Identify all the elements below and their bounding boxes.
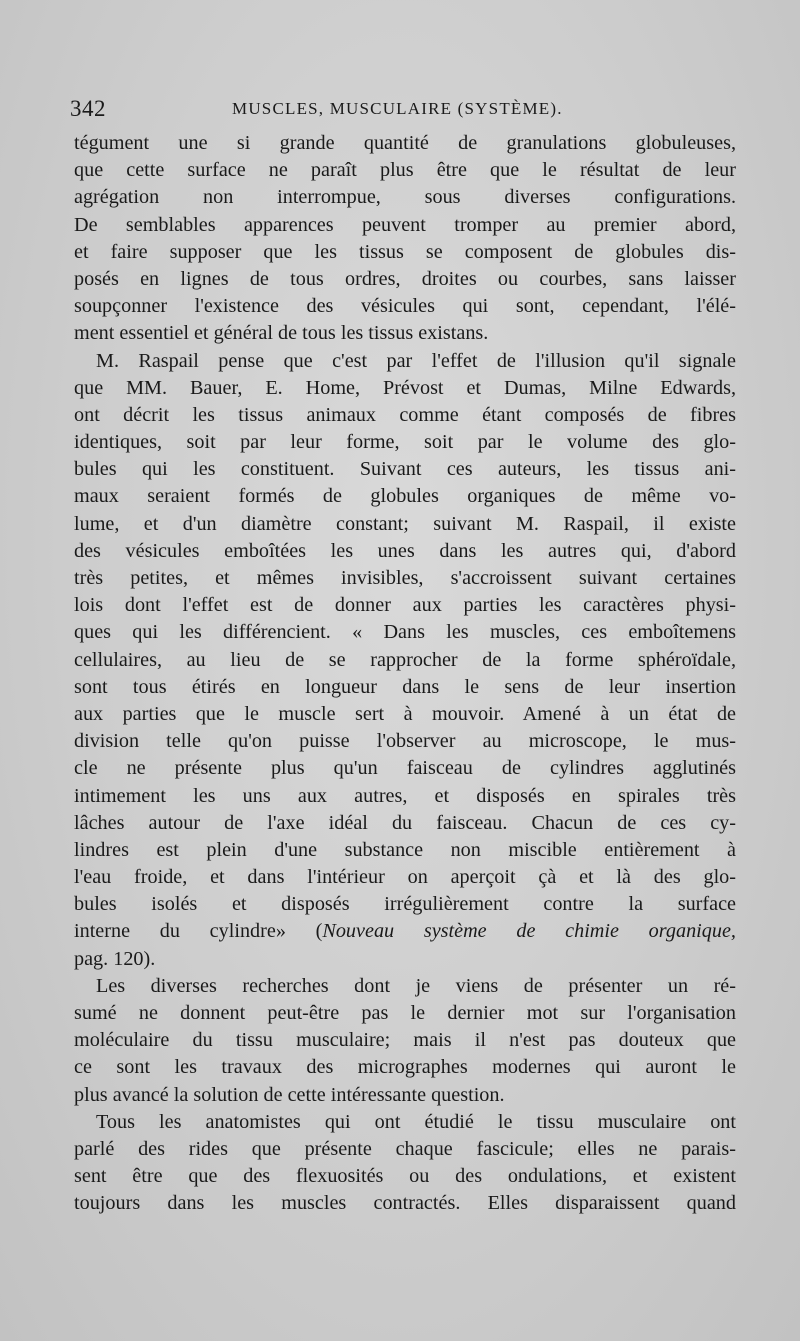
text-line: toujours dans les muscles contractés. Elles disparaissent quand <box>74 1192 736 1215</box>
text-line: des vésicules emboîtées les unes dans les autres qui, d'abord <box>74 539 736 562</box>
text-segment: interne du cylindre» <box>74 920 286 943</box>
text-line: posés en lignes de tous ordres, droites ou courbes, sans laisser <box>74 267 736 290</box>
text-line: Les diverses recherches dont je viens de présenter un ré- <box>96 974 736 997</box>
text-line: ce sont les travaux des micrographes modernes qui auront le <box>74 1056 736 1079</box>
text-line: ment essentiel et général de tous les tissus existans. <box>74 322 489 345</box>
text-line: intimement les uns aux autres, et disposés en spirales très <box>74 784 736 807</box>
citation-title: Nouveau système de chimie organique, <box>322 920 736 943</box>
body-text <box>74 130 736 1218</box>
citation-open: ( <box>285 920 323 943</box>
text-line: et faire supposer que les tissus se composent de globules dis- <box>74 240 736 263</box>
text-line: sent être que des flexuosités ou des ondulations, et existent <box>74 1165 736 1188</box>
text-line: l'eau froide, et dans l'intérieur on aperçoit çà et là des glo- <box>74 866 736 889</box>
text-line: pag. 120). <box>74 947 156 970</box>
text-line: cle ne présente plus qu'un faisceau de cylindres agglutinés <box>74 757 736 780</box>
text-line: M. Raspail pense que c'est par l'effet de l'illusion qu'il signale <box>96 349 736 372</box>
running-head <box>70 96 742 124</box>
text-line: que cette surface ne paraît plus être que le résultat de leur <box>74 159 736 182</box>
text-line: plus avancé la solution de cette intéressante question. <box>74 1083 505 1106</box>
text-line: lois dont l'effet est de donner aux parties les caractères physi- <box>74 594 736 617</box>
text-line: ques qui les différencient. « Dans les muscles, ces emboîtemens <box>74 621 736 644</box>
text-line: que MM. Bauer, E. Home, Prévost et Dumas, Milne Edwards, <box>74 376 736 399</box>
text-line: cellulaires, au lieu de se rapprocher de la forme sphéroïdale, <box>74 648 736 671</box>
text-line: bules isolés et disposés irrégulièrement contre la surface <box>74 893 736 916</box>
text-line: parlé des rides que présente chaque fascicule; elles ne parais- <box>74 1137 736 1160</box>
text-line: moléculaire du tissu musculaire; mais il n'est pas douteux que <box>74 1029 736 1052</box>
text-line: sumé ne donnent peut-être pas le dernier mot sur l'organisation <box>74 1002 736 1024</box>
text-line: soupçonner l'existence des vésicules qui sont, cependant, l'élé- <box>74 295 736 318</box>
text-line: maux seraient formés de globules organiques de même vo- <box>74 485 736 508</box>
text-line: identiques, soit par leur forme, soit par le volume des glo- <box>74 431 736 454</box>
citation-line <box>74 918 736 945</box>
text-line: Tous les anatomistes qui ont étudié le tissu musculaire ont <box>96 1110 736 1133</box>
text-line: bules qui les constituent. Suivant ces auteurs, les tissus ani- <box>74 458 736 481</box>
text-line: très petites, et mêmes invisibles, s'accroissent suivant certaines <box>74 567 736 589</box>
text-line: division telle qu'on puisse l'observer au microscope, le mus- <box>74 730 736 753</box>
text-line: lindres est plein d'une substance non miscible entièrement à <box>74 838 736 861</box>
text-line: De semblables apparences peuvent tromper au premier abord, <box>74 213 736 236</box>
text-line: sont tous étirés en longueur dans le sens de leur insertion <box>74 675 736 698</box>
page-number: 342 <box>70 96 106 121</box>
text-line: agrégation non interrompue, sous diverses configurations. <box>74 186 736 209</box>
text-line: ont décrit les tissus animaux comme étant composés de fibres <box>74 403 736 426</box>
text-line: lume, et d'un diamètre constant; suivant M. Raspail, il existe <box>74 512 736 535</box>
running-title: MUSCLES, MUSCULAIRE (SYSTÈME). <box>232 99 563 118</box>
text-line: aux parties que le muscle sert à mouvoir. Amené à un état de <box>74 702 736 725</box>
text-line: tégument une si grande quantité de granulations globuleuses, <box>74 132 736 154</box>
text-line: lâches autour de l'axe idéal du faisceau. Chacun de ces cy- <box>74 811 736 834</box>
